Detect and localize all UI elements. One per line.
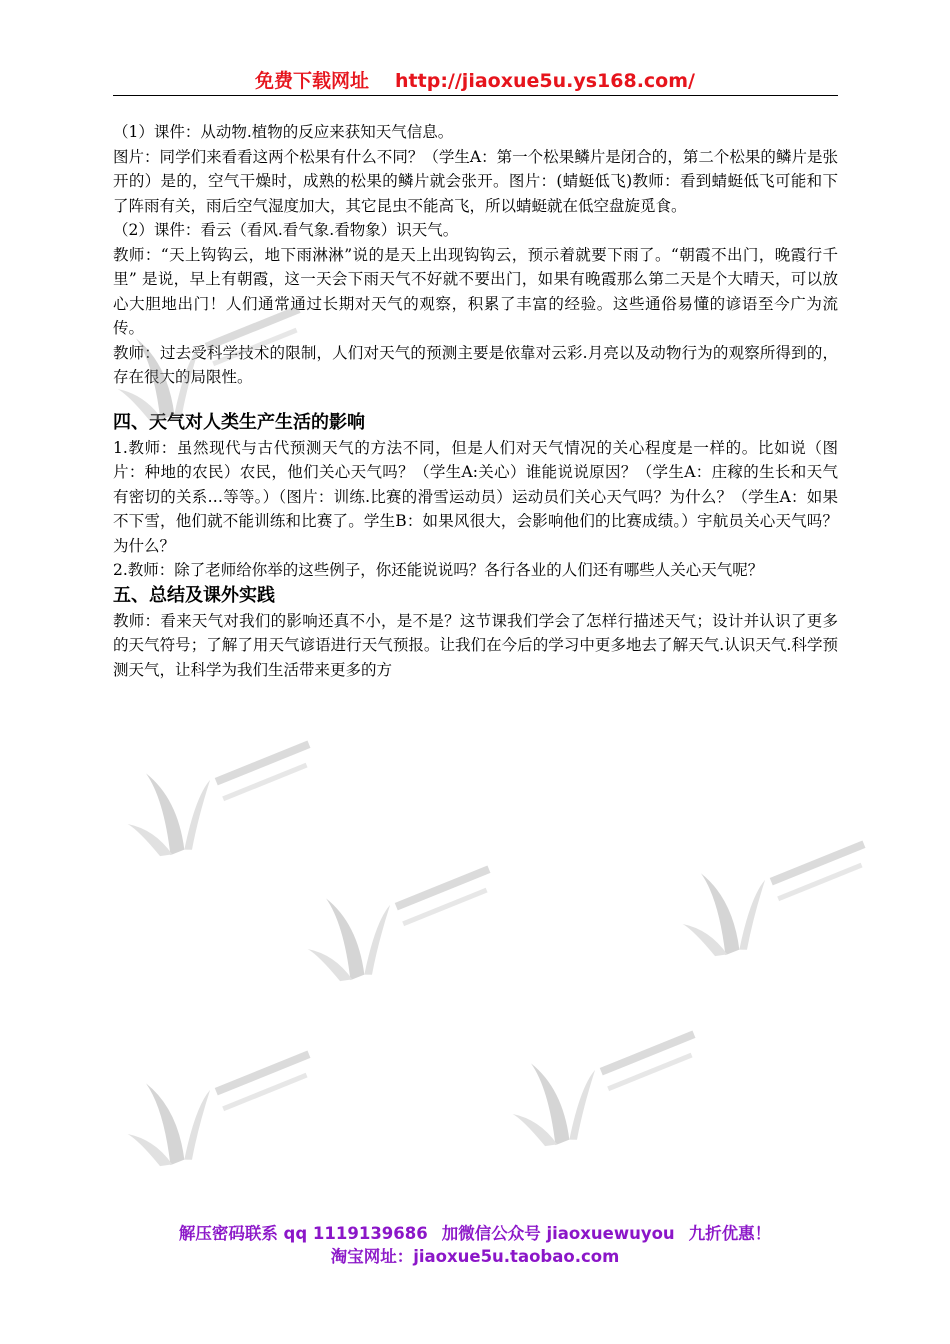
footer-discount: 九折优惠！ [688, 1224, 772, 1243]
paragraph: 图片：同学们来看看这两个松果有什么不同？（学生A：第一个松果鳞片是闭合的，第二个松果的鳞片是张开的）是的，空气干燥时，成熟的松果的鳞片就会张开。图片：(蜻蜓低飞)教师：看到蜻蜓低飞可能和下了阵雨有关，雨后空气湿度加大，其它昆虫不能高飞，所以蜻蜓就在低空盘旋觅食。 [113, 147, 838, 215]
header-url[interactable]: http://jiaoxue5u.ys168.com/ [395, 70, 695, 92]
footer-taobao-line[interactable]: 淘宝网址：jiaoxue5u.taobao.com [330, 1247, 620, 1266]
paragraph: 教师：看来天气对我们的影响还真不小，是不是？这节课我们学会了怎样行描述天气；设计并认识了更多的天气符号；了解了用天气谚语进行天气预报。让我们在今后的学习中更多地去了解天气.认识天气.科学预测天气，让科学为我们生活带来更多的方 [113, 611, 838, 679]
paragraph: 2.教师：除了老师给你举的这些例子，你还能说说吗？各行各业的人们还有哪些人关心天气呢？ [113, 561, 764, 579]
watermark-logo [107, 700, 343, 881]
paragraph: 教师：“天上钩钩云，地下雨淋淋”说的是天上出现钩钩云，预示着就要下雨了。“朝霞不出门，晚霞行千里” 是说，早上有朝霞，这一天会下雨天气不好就不要出门，如果有晚霞那么第二天是个大晴天，可以放心大胆地出门！人们通常通过长期对天气的观察，积累了丰富的经验。这些通俗易懂的谚语至今广为流传。 [113, 245, 838, 337]
watermark-logo [287, 825, 523, 1006]
footer-contact-line [0, 1220, 950, 1244]
paragraph: （2）课件：看云（看风.看气象.看物象）识天气。 [113, 221, 459, 239]
header-label: 免费下载网址 [255, 70, 370, 92]
watermark-logo [107, 1010, 343, 1191]
page-header [0, 66, 950, 93]
watermark-logo [492, 990, 728, 1171]
footer-qq: 解压密码联系 qq 1119139686 [178, 1224, 428, 1243]
watermark-logo [662, 800, 898, 981]
section-heading: 四、天气对人类生产生活的影响 [113, 411, 365, 433]
paragraph: 教师：过去受科学技术的限制，人们对天气的预测主要是依靠对云彩.月亮以及动物行为的观察所得到的，存在很大的局限性。 [113, 343, 838, 386]
section-heading: 五、总结及课外实践 [113, 584, 275, 606]
paragraph: （1）课件：从动物.植物的反应来获知天气信息。 [113, 123, 454, 141]
paragraph: 1.教师：虽然现代与古代预测天气的方法不同，但是人们对天气情况的关心程度是一样的。比如说（图片：种地的农民）农民，他们关心天气吗？（学生A:关心）谁能说说原因？（学生A：庄稼的生长和天气有密切的关系…等等。）（图片：训练.比赛的滑雪运动员）运动员们关心天气吗？为什么？（学生A：如果不下雪，他们就不能训练和比赛了。学生B：如果风很大，会影响他们的比赛成绩。）宇航员关心天气吗？为什么？ [113, 438, 838, 555]
header-rule [113, 95, 838, 96]
footer-wechat: 加微信公众号 jiaoxuewuyou [441, 1224, 675, 1243]
